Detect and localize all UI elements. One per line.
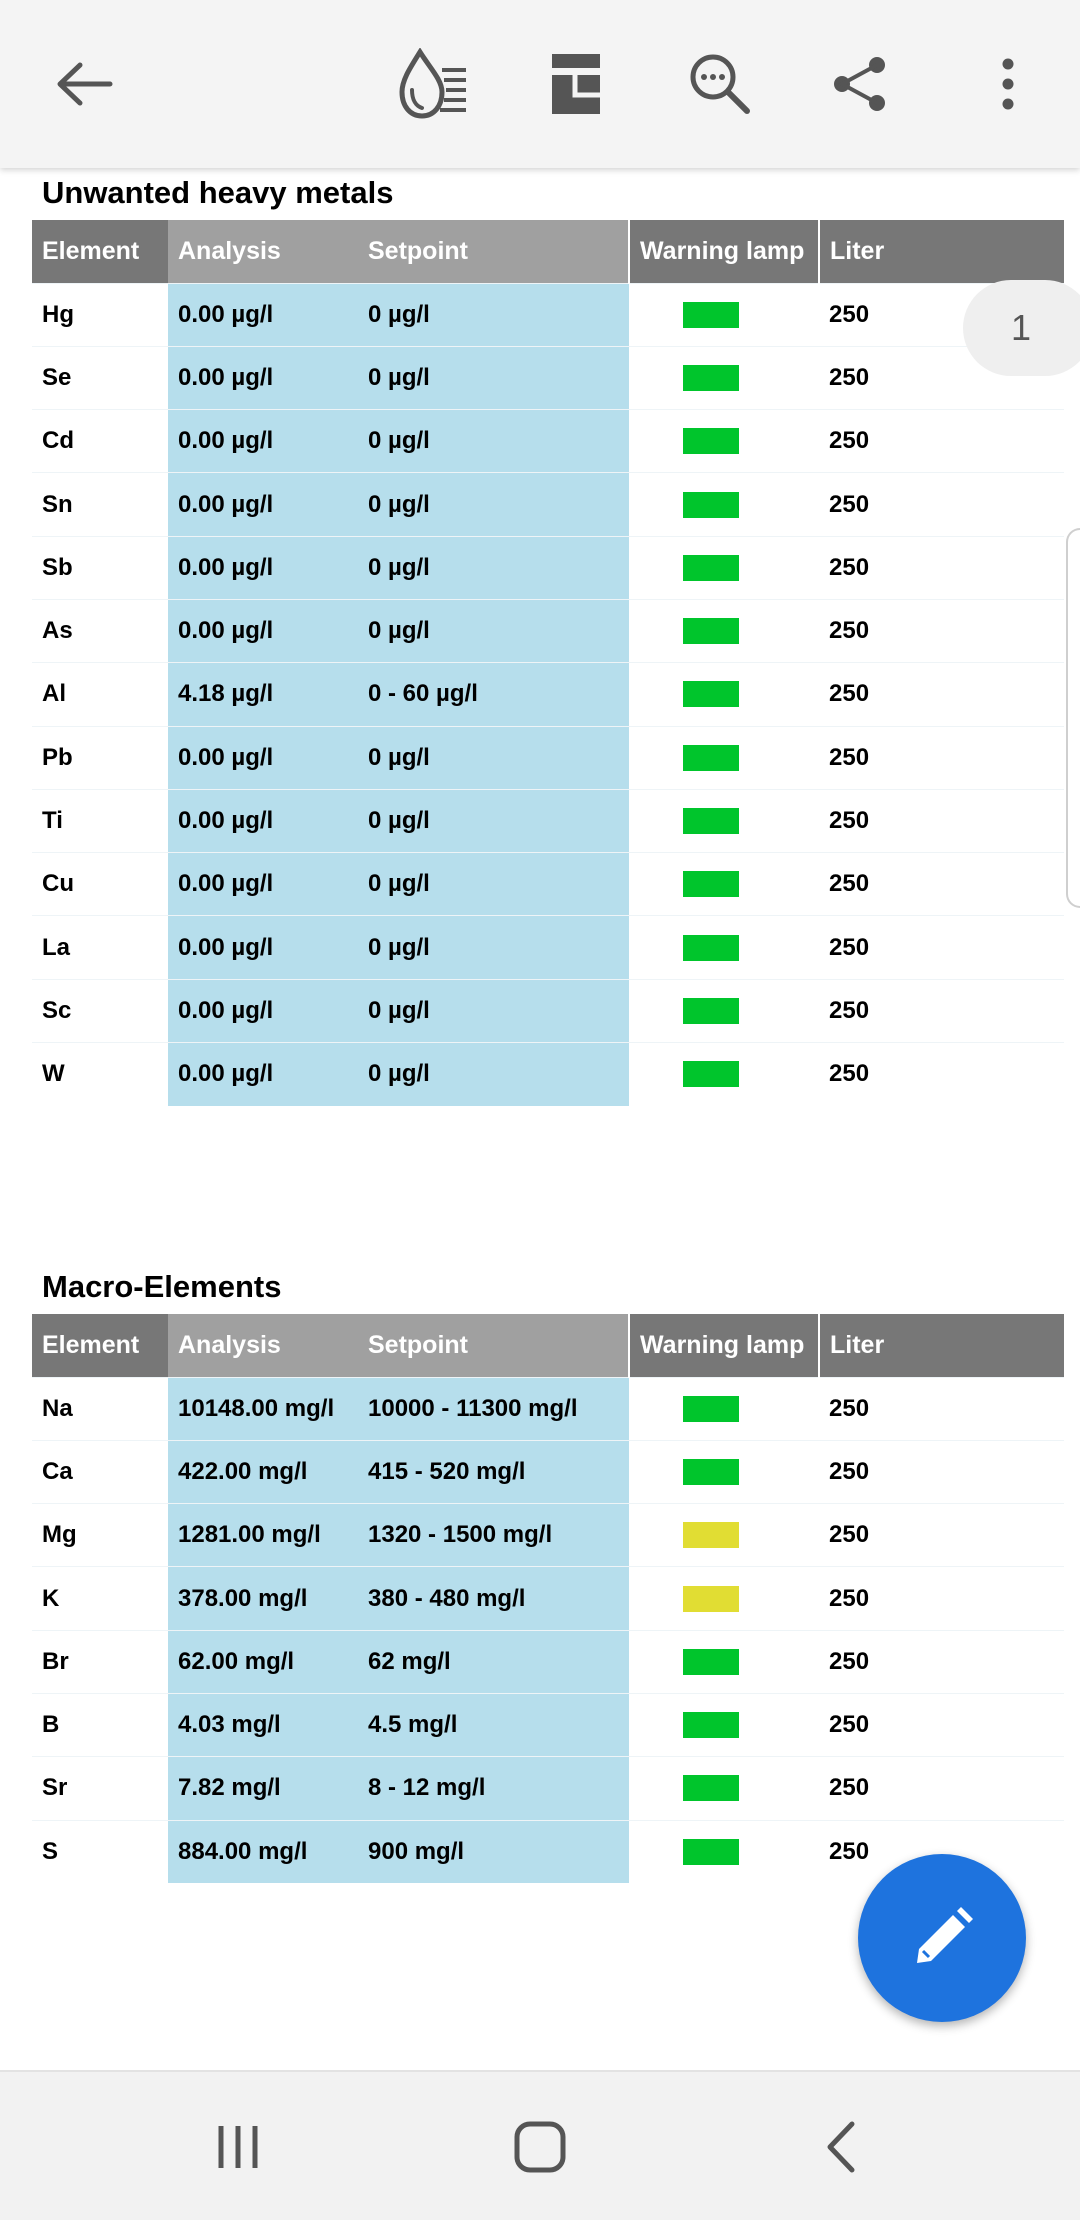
warning-lamp-indicator	[683, 492, 739, 518]
warning-lamp-indicator	[683, 1649, 739, 1675]
water-analysis-button[interactable]	[384, 34, 484, 134]
warning-lamp-cell	[629, 789, 819, 852]
header-setpoint: Setpoint	[358, 220, 629, 283]
warning-lamp-indicator	[683, 681, 739, 707]
table-row	[32, 1043, 1064, 1106]
table-row	[32, 473, 1064, 536]
warning-lamp-cell	[629, 410, 819, 473]
warning-lamp-indicator	[683, 935, 739, 961]
table-row	[32, 789, 1064, 852]
setpoint-cell: 0 µg/l	[358, 726, 629, 789]
search-comment-icon	[689, 53, 751, 115]
warning-lamp-cell	[629, 853, 819, 916]
back-arrow-icon	[54, 59, 114, 109]
element-cell: Pb	[32, 726, 168, 789]
analysis-cell: 0.00 µg/l	[168, 473, 358, 536]
setpoint-cell: 0 µg/l	[358, 536, 629, 599]
element-cell: W	[32, 1043, 168, 1106]
back-nav-icon	[822, 2120, 862, 2174]
element-cell: S	[32, 1820, 168, 1883]
element-cell: Cu	[32, 853, 168, 916]
home-icon	[513, 2120, 567, 2174]
system-navigation-bar	[0, 2070, 1080, 2220]
setpoint-cell: 380 - 480 mg/l	[358, 1567, 629, 1630]
table-row	[32, 1567, 1064, 1630]
table-row	[32, 536, 1064, 599]
element-cell: Mg	[32, 1504, 168, 1567]
liter-cell: 250	[819, 663, 1064, 726]
element-cell: B	[32, 1693, 168, 1756]
table-row	[32, 916, 1064, 979]
liter-cell: 250	[819, 789, 1064, 852]
liter-cell: 250	[819, 283, 1064, 346]
liter-cell: 250	[819, 1440, 1064, 1503]
analysis-cell: 7.82 mg/l	[168, 1757, 358, 1820]
analysis-cell: 0.00 µg/l	[168, 979, 358, 1042]
setpoint-cell: 0 µg/l	[358, 283, 629, 346]
analysis-cell: 0.00 µg/l	[168, 599, 358, 662]
setpoint-cell: 0 µg/l	[358, 599, 629, 662]
warning-lamp-indicator	[683, 1712, 739, 1738]
liter-cell: 250	[819, 979, 1064, 1042]
macro-elements-table	[32, 1314, 1064, 1883]
warning-lamp-cell	[629, 536, 819, 599]
header-setpoint: Setpoint	[358, 1314, 629, 1377]
warning-lamp-cell	[629, 1820, 819, 1883]
warning-lamp-cell	[629, 599, 819, 662]
analysis-cell: 0.00 µg/l	[168, 536, 358, 599]
warning-lamp-indicator	[683, 1775, 739, 1801]
warning-lamp-indicator	[683, 871, 739, 897]
warning-lamp-cell	[629, 473, 819, 536]
header-analysis: Analysis	[168, 1314, 358, 1377]
warning-lamp-indicator	[683, 1586, 739, 1612]
warning-lamp-cell	[629, 979, 819, 1042]
warning-lamp-indicator	[683, 1396, 739, 1422]
setpoint-cell: 415 - 520 mg/l	[358, 1440, 629, 1503]
table-row	[32, 1504, 1064, 1567]
element-cell: Ca	[32, 1440, 168, 1503]
edit-pencil-icon	[909, 1905, 975, 1971]
liter-cell: 250	[819, 1757, 1064, 1820]
liter-cell: 250	[819, 1377, 1064, 1440]
home-button[interactable]	[490, 2097, 590, 2197]
analysis-cell: 0.00 µg/l	[168, 789, 358, 852]
analysis-cell: 1281.00 mg/l	[168, 1504, 358, 1567]
header-element: Element	[32, 220, 168, 283]
liter-cell: 250	[819, 473, 1064, 536]
element-cell: Al	[32, 663, 168, 726]
water-drop-list-icon	[396, 48, 472, 120]
page-layout-icon	[549, 51, 603, 117]
table-row	[32, 410, 1064, 473]
macro-elements-title: Macro-Elements	[42, 1269, 282, 1304]
element-cell: Ti	[32, 789, 168, 852]
analysis-cell: 4.03 mg/l	[168, 1693, 358, 1756]
element-cell: Cd	[32, 410, 168, 473]
warning-lamp-indicator	[683, 1061, 739, 1087]
setpoint-cell: 0 µg/l	[358, 853, 629, 916]
table-row	[32, 853, 1064, 916]
setpoint-cell: 0 µg/l	[358, 916, 629, 979]
search-comments-button[interactable]	[670, 34, 770, 134]
analysis-cell: 884.00 mg/l	[168, 1820, 358, 1883]
warning-lamp-cell	[629, 916, 819, 979]
setpoint-cell: 1320 - 1500 mg/l	[358, 1504, 629, 1567]
header-warning-lamp: Warning lamp	[629, 1314, 819, 1377]
setpoint-cell: 10000 - 11300 mg/l	[358, 1377, 629, 1440]
element-cell: La	[32, 916, 168, 979]
setpoint-cell: 0 µg/l	[358, 1043, 629, 1106]
warning-lamp-indicator	[683, 808, 739, 834]
element-cell: Sb	[32, 536, 168, 599]
setpoint-cell: 0 µg/l	[358, 346, 629, 409]
recent-apps-button[interactable]	[188, 2097, 288, 2197]
setpoint-cell: 62 mg/l	[358, 1630, 629, 1693]
analysis-cell: 422.00 mg/l	[168, 1440, 358, 1503]
warning-lamp-indicator	[683, 618, 739, 644]
warning-lamp-cell	[629, 283, 819, 346]
element-cell: Br	[32, 1630, 168, 1693]
element-cell: Sr	[32, 1757, 168, 1820]
liter-cell: 250	[819, 1043, 1064, 1106]
setpoint-cell: 8 - 12 mg/l	[358, 1757, 629, 1820]
setpoint-cell: 900 mg/l	[358, 1820, 629, 1883]
liter-cell: 250	[819, 1567, 1064, 1630]
warning-lamp-indicator	[683, 302, 739, 328]
liter-cell: 250	[819, 1820, 1064, 1883]
warning-lamp-cell	[629, 1567, 819, 1630]
warning-lamp-cell	[629, 1440, 819, 1503]
heavy-metals-table	[32, 220, 1064, 1106]
element-cell: Se	[32, 346, 168, 409]
share-button[interactable]	[810, 34, 910, 134]
liter-cell: 250	[819, 346, 1064, 409]
warning-lamp-indicator	[683, 745, 739, 771]
edit-fab-button[interactable]	[858, 1854, 1026, 2022]
table-row	[32, 1377, 1064, 1440]
warning-lamp-indicator	[683, 1839, 739, 1865]
share-icon	[830, 54, 890, 114]
warning-lamp-cell	[629, 1504, 819, 1567]
heavy-metals-title: Unwanted heavy metals	[42, 175, 394, 210]
liter-cell: 250	[819, 536, 1064, 599]
back-nav-button[interactable]	[792, 2097, 892, 2197]
analysis-cell: 0.00 µg/l	[168, 346, 358, 409]
liter-cell: 250	[819, 1504, 1064, 1567]
setpoint-cell: 0 - 60 µg/l	[358, 663, 629, 726]
table-row	[32, 1630, 1064, 1693]
page-layout-button[interactable]	[526, 34, 626, 134]
analysis-cell: 378.00 mg/l	[168, 1567, 358, 1630]
setpoint-cell: 0 µg/l	[358, 473, 629, 536]
header-analysis: Analysis	[168, 220, 358, 283]
analysis-cell: 0.00 µg/l	[168, 916, 358, 979]
setpoint-cell: 4.5 mg/l	[358, 1693, 629, 1756]
table-row	[32, 346, 1064, 409]
element-cell: Sn	[32, 473, 168, 536]
warning-lamp-indicator	[683, 1459, 739, 1485]
liter-cell: 250	[819, 599, 1064, 662]
analysis-cell: 0.00 µg/l	[168, 410, 358, 473]
header-liter: Liter	[819, 220, 1064, 283]
warning-lamp-cell	[629, 1757, 819, 1820]
table-row	[32, 1693, 1064, 1756]
warning-lamp-cell	[629, 346, 819, 409]
warning-lamp-indicator	[683, 365, 739, 391]
warning-lamp-cell	[629, 1630, 819, 1693]
setpoint-cell: 0 µg/l	[358, 789, 629, 852]
header-warning-lamp: Warning lamp	[629, 220, 819, 283]
header-liter: Liter	[819, 1314, 1064, 1377]
table-row	[32, 283, 1064, 346]
analysis-cell: 10148.00 mg/l	[168, 1377, 358, 1440]
table-header-row	[32, 1314, 1064, 1377]
warning-lamp-indicator	[683, 555, 739, 581]
more-vert-icon	[998, 56, 1018, 112]
liter-cell: 250	[819, 916, 1064, 979]
liter-cell: 250	[819, 1630, 1064, 1693]
page-number-indicator: 1	[963, 280, 1080, 376]
liter-cell: 250	[819, 410, 1064, 473]
table-row	[32, 1757, 1064, 1820]
recent-apps-icon	[213, 2122, 263, 2172]
fast-scroll-handle[interactable]	[1066, 528, 1080, 908]
element-cell: Sc	[32, 979, 168, 1042]
document-view[interactable]	[0, 168, 1080, 2070]
analysis-cell: 0.00 µg/l	[168, 1043, 358, 1106]
analysis-cell: 4.18 µg/l	[168, 663, 358, 726]
element-cell: Hg	[32, 283, 168, 346]
table-row	[32, 599, 1064, 662]
warning-lamp-cell	[629, 1693, 819, 1756]
liter-cell: 250	[819, 1693, 1064, 1756]
analysis-cell: 0.00 µg/l	[168, 726, 358, 789]
warning-lamp-indicator	[683, 428, 739, 454]
more-options-button[interactable]	[958, 34, 1058, 134]
liter-cell: 250	[819, 853, 1064, 916]
warning-lamp-cell	[629, 663, 819, 726]
setpoint-cell: 0 µg/l	[358, 979, 629, 1042]
table-header-row	[32, 220, 1064, 283]
table-row	[32, 726, 1064, 789]
warning-lamp-indicator	[683, 998, 739, 1024]
setpoint-cell: 0 µg/l	[358, 410, 629, 473]
warning-lamp-indicator	[683, 1522, 739, 1548]
liter-cell: 250	[819, 726, 1064, 789]
analysis-cell: 0.00 µg/l	[168, 853, 358, 916]
warning-lamp-cell	[629, 1043, 819, 1106]
back-button[interactable]	[34, 34, 134, 134]
table-row	[32, 979, 1064, 1042]
analysis-cell: 62.00 mg/l	[168, 1630, 358, 1693]
header-element: Element	[32, 1314, 168, 1377]
element-cell: As	[32, 599, 168, 662]
top-toolbar	[0, 0, 1080, 168]
table-row	[32, 663, 1064, 726]
element-cell: Na	[32, 1377, 168, 1440]
analysis-cell: 0.00 µg/l	[168, 283, 358, 346]
warning-lamp-cell	[629, 726, 819, 789]
warning-lamp-cell	[629, 1377, 819, 1440]
table-row	[32, 1440, 1064, 1503]
element-cell: K	[32, 1567, 168, 1630]
